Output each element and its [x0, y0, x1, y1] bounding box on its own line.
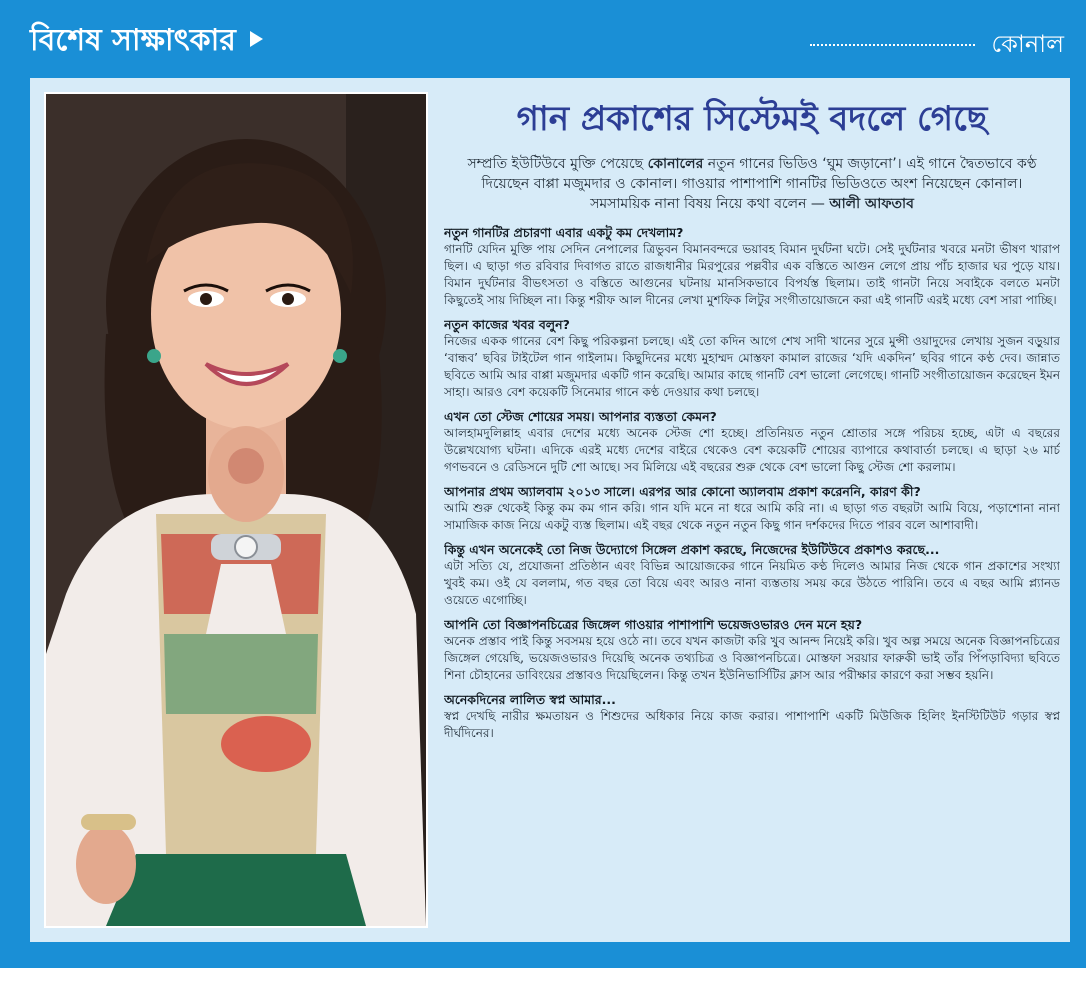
qa-item: [444, 408, 1060, 476]
intro-text-1: সম্প্রতি ইউটিউবে মুক্তি পেয়েছে: [467, 156, 648, 172]
intro-author: আলী আফতাব: [829, 196, 914, 212]
question: কিন্তু এখন অনেকেই তো নিজ উদ্যোগে সিঙ্গেল প্রকাশ করছে, নিজেদের ইউটিউবে প্রকাশও করছে...: [444, 542, 940, 557]
article-headline: গান প্রকাশের সিস্টেমই বদলে গেছে: [516, 99, 988, 139]
question: আপনার প্রথম অ্যালবাম ২০১৩ সালে। এরপর আর কোনো অ্যালবাম প্রকাশ করেননি, কারণ কী?: [444, 484, 921, 499]
answer: অনেক প্রস্তাব পাই কিন্তু সবসময় হয়ে ওঠে না। তবে যখন কাজটা করি খুব আনন্দ নিয়েই করি। খুব অল্প সময়ে অনেক বিজ্ঞাপনচিত্রের জিঙ্গেল গেয়েছি, ভয়েজওভারও দিয়েছি অনেক তথ্যচিত্র ও বিজ্ঞাপনচিত্রে। মোস্তফা সরয়ার ফারুকী ভাই তাঁর পিঁপড়াবিদ্যা ছবিতে শিনা চৌহানের ডাবিংয়ের প্রস্তাবও দিয়েছিলেন। কিন্তু তখন ইউনিভার্সিটির ক্লাস আর পরীক্ষার কারণে করা সম্ভব হয়নি।: [444, 634, 1060, 682]
article-panel: [30, 78, 1070, 942]
section-title-text: বিশেষ সাক্ষাৎকার: [30, 23, 236, 58]
question: নতুন গানটির প্রচারণা এবার একটু কম দেখলাম?: [444, 225, 684, 240]
qa-item: [444, 691, 1060, 742]
answer: নিজের একক গানের বেশ কিছু পরিকল্পনা চলছে। এই তো কদিন আগে শেখ সাদী খানের সুরে মুন্সী ওয়াদুদের লেখায় সুজন বড়ুয়ার ‘বান্ধব’ ছবির টাইটেল গান গাইলাম। কিছুদিনের মধ্যে মুহাম্মদ মোস্তফা কামাল রাজের ‘যদি একদিন’ ছবির গানে কণ্ঠ দেব। জান্নাত ছবিতে আমি আর বাপ্পা মজুমদার একটি গান করেছি। আমার কাছে গানটি বেশ ভালো লেগেছে। গানটি সংগীতায়োজন করেছেন ইমন সাহা। আরও বেশ কয়েকটি সিনেমার গানে কণ্ঠ দেওয়ার কথা চলছে।: [444, 334, 1060, 399]
answer: স্বপ্ন দেখছি নারীর ক্ষমতায়ন ও শিশুদের অধিকার নিয়ে কাজ করার। পাশাপাশি একটি মিউজিক হিলিং ইনস্টিটিউট গড়ার স্বপ্ন দীর্ঘদিনের।: [444, 709, 1060, 740]
portrait-illustration: [46, 94, 426, 926]
question: নতুন কাজের খবর বলুন?: [444, 317, 570, 332]
question: আপনি তো বিজ্ঞাপনচিত্রের জিঙ্গেল গাওয়ার পাশাপাশি ভয়েজওভারও দেন মনে হয়?: [444, 617, 863, 632]
intro-text-2: নতুন গানের ভিডিও ‘ঘুম জড়ানো’। এই গানে দ্বৈতভাবে কণ্ঠ দিয়েছেন বাপ্পা মজুমদার ও কোনাল। গাওয়ার পাশাপাশি গানটির ভিডিওতে অংশ নিয়েছেন কোনাল। সমসাময়িক নানা বিষয় নিয়ে কথা বলেন —: [481, 156, 1037, 212]
qa-item: [444, 541, 1060, 609]
question: অনেকদিনের লালিত স্বপ্ন আমার...: [444, 692, 616, 707]
question: এখন তো স্টেজ শোয়ের সময়। আপনার ব্যস্ততা কেমন?: [444, 409, 717, 424]
answer: আলহামদুলিল্লাহ এবার দেশের মধ্যে অনেক স্টেজ শো হচ্ছে। প্রতিনিয়ত নতুন শ্রোতার সঙ্গে পরিচয় হচ্ছে, এটা এ বছরের উল্লেখযোগ্য ঘটনা। এদিকে এরই মধ্যে দেশের বাইরে থেকেও বেশ কয়েকটি শোয়ের ব্যাপারে কথাবার্তা চলছে। এ ছাড়া ২৬ মার্চ গণভবনে ও রেডিসনে দুটি শো আছে। সব মিলিয়ে এই বছরের শুরু থেকে বেশ ভালো কিছু স্টেজ শো করলাম।: [444, 426, 1060, 474]
article-content: [444, 92, 1060, 932]
article-intro: [444, 154, 1060, 214]
qa-item: [444, 224, 1060, 309]
qa-item: [444, 616, 1060, 684]
intro-bold-name: কোনালের: [647, 156, 704, 172]
header-dotted-divider: [810, 44, 975, 46]
qa-item: [444, 483, 1060, 534]
answer: আমি শুরু থেকেই কিন্তু কম কম গান করি। গান যদি মনে না ধরে আমি করি না। এ ছাড়া গত বছরটা আমি বিয়ে, পড়াশোনা নানা সামাজিক কাজ নিয়ে একটু ব্যস্ত ছিলাম। এই বছর থেকে নতুন নতুন কিছু গান দর্শকদের দিতে পারব বলে আশাবাদী।: [444, 501, 1060, 532]
section-title: [30, 18, 263, 64]
portrait-photo: [44, 92, 428, 928]
answer: গানটি যেদিন মুক্তি পায় সেদিন নেপালের ত্রিভুবন বিমানবন্দরে ভয়াবহ বিমান দুর্ঘটনা ঘটে। সেই দুর্ঘটনার খবরে মনটা ভীষণ খারাপ ছিল। এ ছাড়া গত রবিবার দিবাগত রাতে রাজধানীর মিরপুরের পল্লবীর এক বস্তিতে আগুন লেগে প্রায় পাঁচ হাজার ঘর পুড়ে যায়। বিমান দুর্ঘটনার বীভৎসতা ও বস্তিতে আগুনের ঘটনায় মানসিকভাবে বিপর্যস্ত ছিলাম। তাই গানটা নিয়ে সবাইকে বলতে মনটা কিছুতেই সায় দিচ্ছিল না। কিন্তু শরীফ আল দীনের লেখা মুশফিক লিটুর সংগীতায়োজনে করা এই গানটি এরই মধ্যে বেশ সারা পাচ্ছি।: [444, 242, 1060, 307]
qa-item: [444, 316, 1060, 401]
interviewee-name: কোনাল: [991, 30, 1064, 58]
answer: এটা সত্যি যে, প্রযোজনা প্রতিষ্ঠান এবং বিভিন্ন আয়োজকের গানে নিয়মিত কণ্ঠ দিলেও আমার নিজ থেকে গান প্রকাশের সংখ্যা খুবই কম। ওই যে বললাম, গত বছর তো বিয়ে এবং আরও নানা ব্যস্ততায় সময় করে উঠতে পারিনি। তবে এ বছর আমি প্ল্যানড ওয়েতে এগোচ্ছি।: [444, 559, 1060, 607]
play-arrow-icon: [250, 31, 263, 47]
